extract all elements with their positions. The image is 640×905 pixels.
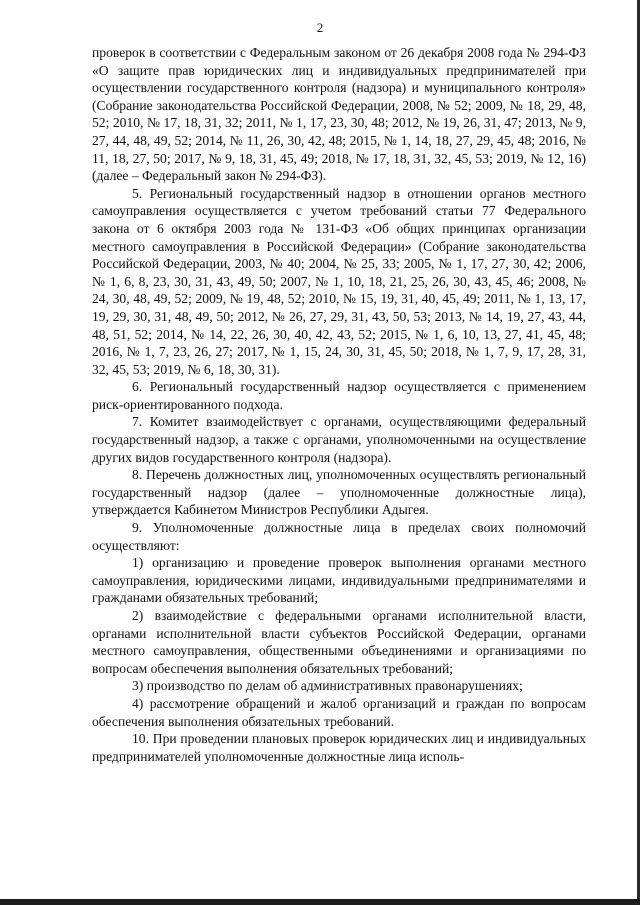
scan-edge-bottom: [0, 899, 640, 905]
paragraph-item-10: 10. При проведении плановых проверок юридических лиц и индивидуальных предпринимателей уполномоченные должностные лица исполь-: [92, 731, 586, 764]
page-number: 2: [316, 20, 324, 35]
list-item-9-4: 4) рассмотрение обращений и жалоб организаций и граждан по вопросам обеспечения выполнения обязательных требований.: [92, 695, 586, 729]
list-item-9-1: 1) организацию и проведение проверок выполнения органами местного самоуправления, юридическими лицами, индивидуальными предпринимателями и гражданами обязательных требований;: [92, 555, 586, 606]
list-item-9-3: 3) производство по делам об административных правонарушениях;: [132, 678, 523, 694]
list-item-9-2: 2) взаимодействие с федеральными органами исполнительной власти, органами исполнительной власти субъектов Российской Федерации, органами местного самоуправления, общественными объединениями и организациями по вопросам обеспечения выполнения обязательных требований;: [92, 608, 586, 676]
paragraph-item-9: 9. Уполномоченные должностные лица в пределах своих полномочий осуществляют:: [92, 520, 586, 553]
paragraph-item-6: 6. Региональный государственный надзор осуществляется с применением риск-ориентированного подхода.: [92, 379, 586, 412]
paragraph-item-8: 8. Перечень должностных лиц, уполномоченных осуществлять региональный государственный надзор (далее – уполномоченные должностные лица), утверждается Кабинетом Министров Республики Адыгея.: [92, 467, 586, 518]
document-body: [92, 44, 586, 765]
paragraph-continuation: проверок в соответствии с Федеральным законом от 26 декабря 2008 года № 294-ФЗ «О защите прав юридических лиц и индивидуальных предпринимателей при осуществлении государственного контроля (надзора) и муниципального контроля» (Собрание законодательства Российской Федерации, 2008, № 52; 2009, № 18, 29, 48, 52; 2010, № 17, 18, 31, 32; 2011, № 1, 17, 23, 30, 48; 2012, № 19, 26, 31, 47; 2013, № 9, 27, 44, 48, 49, 52; 2014, № 11, 26, 30, 42, 48; 2015, № 1, 14, 18, 27, 29, 45, 48; 2016, № 11, 18, 27, 50; 2017, № 9, 18, 31, 45, 49; 2018, № 17, 18, 31, 32, 45, 53; 2019, № 12, 16) (далее – Федеральный закон № 294-ФЗ).: [92, 45, 586, 184]
paragraph-item-7: 7. Комитет взаимодействует с органами, осуществляющими федеральный государственный надзор, а также с органами, уполномоченными на осуществление других видов государственного контроля (надзора).: [92, 414, 586, 465]
paragraph-item-5: 5. Региональный государственный надзор в отношении органов местного самоуправления осуществляется с учетом требований статьи 77 Федерального закона от 6 октября 2003 года № 131-ФЗ «Об общих принципах организации местного самоуправления в Российской Федерации» (Собрание законодательства Российской Федерации, 2003, № 40; 2004, № 25, 33; 2005, № 1, 17, 27, 30, 42; 2006, № 1, 6, 8, 23, 30, 31, 43, 49, 50; 2007, № 1, 10, 18, 21, 25, 26, 30, 43, 45, 46; 2008, № 24, 30, 48, 49, 52; 2009, № 19, 48, 52; 2010, № 15, 19, 31, 40, 45, 49; 2011, № 1, 13, 17, 19, 29, 30, 31, 48, 49, 50; 2012, № 26, 27, 29, 31, 43, 50, 53; 2013, № 14, 19, 27, 43, 44, 48, 51, 52; 2014, № 14, 22, 26, 30, 40, 42, 43, 52; 2015, № 1, 6, 10, 13, 27, 41, 45, 48; 2016, № 1, 7, 23, 26, 27; 2017, № 1, 15, 24, 30, 31, 45, 50; 2018, № 1, 7, 9, 17, 28, 31, 32, 45, 53; 2019, № 6, 18, 30, 31).: [92, 185, 586, 377]
